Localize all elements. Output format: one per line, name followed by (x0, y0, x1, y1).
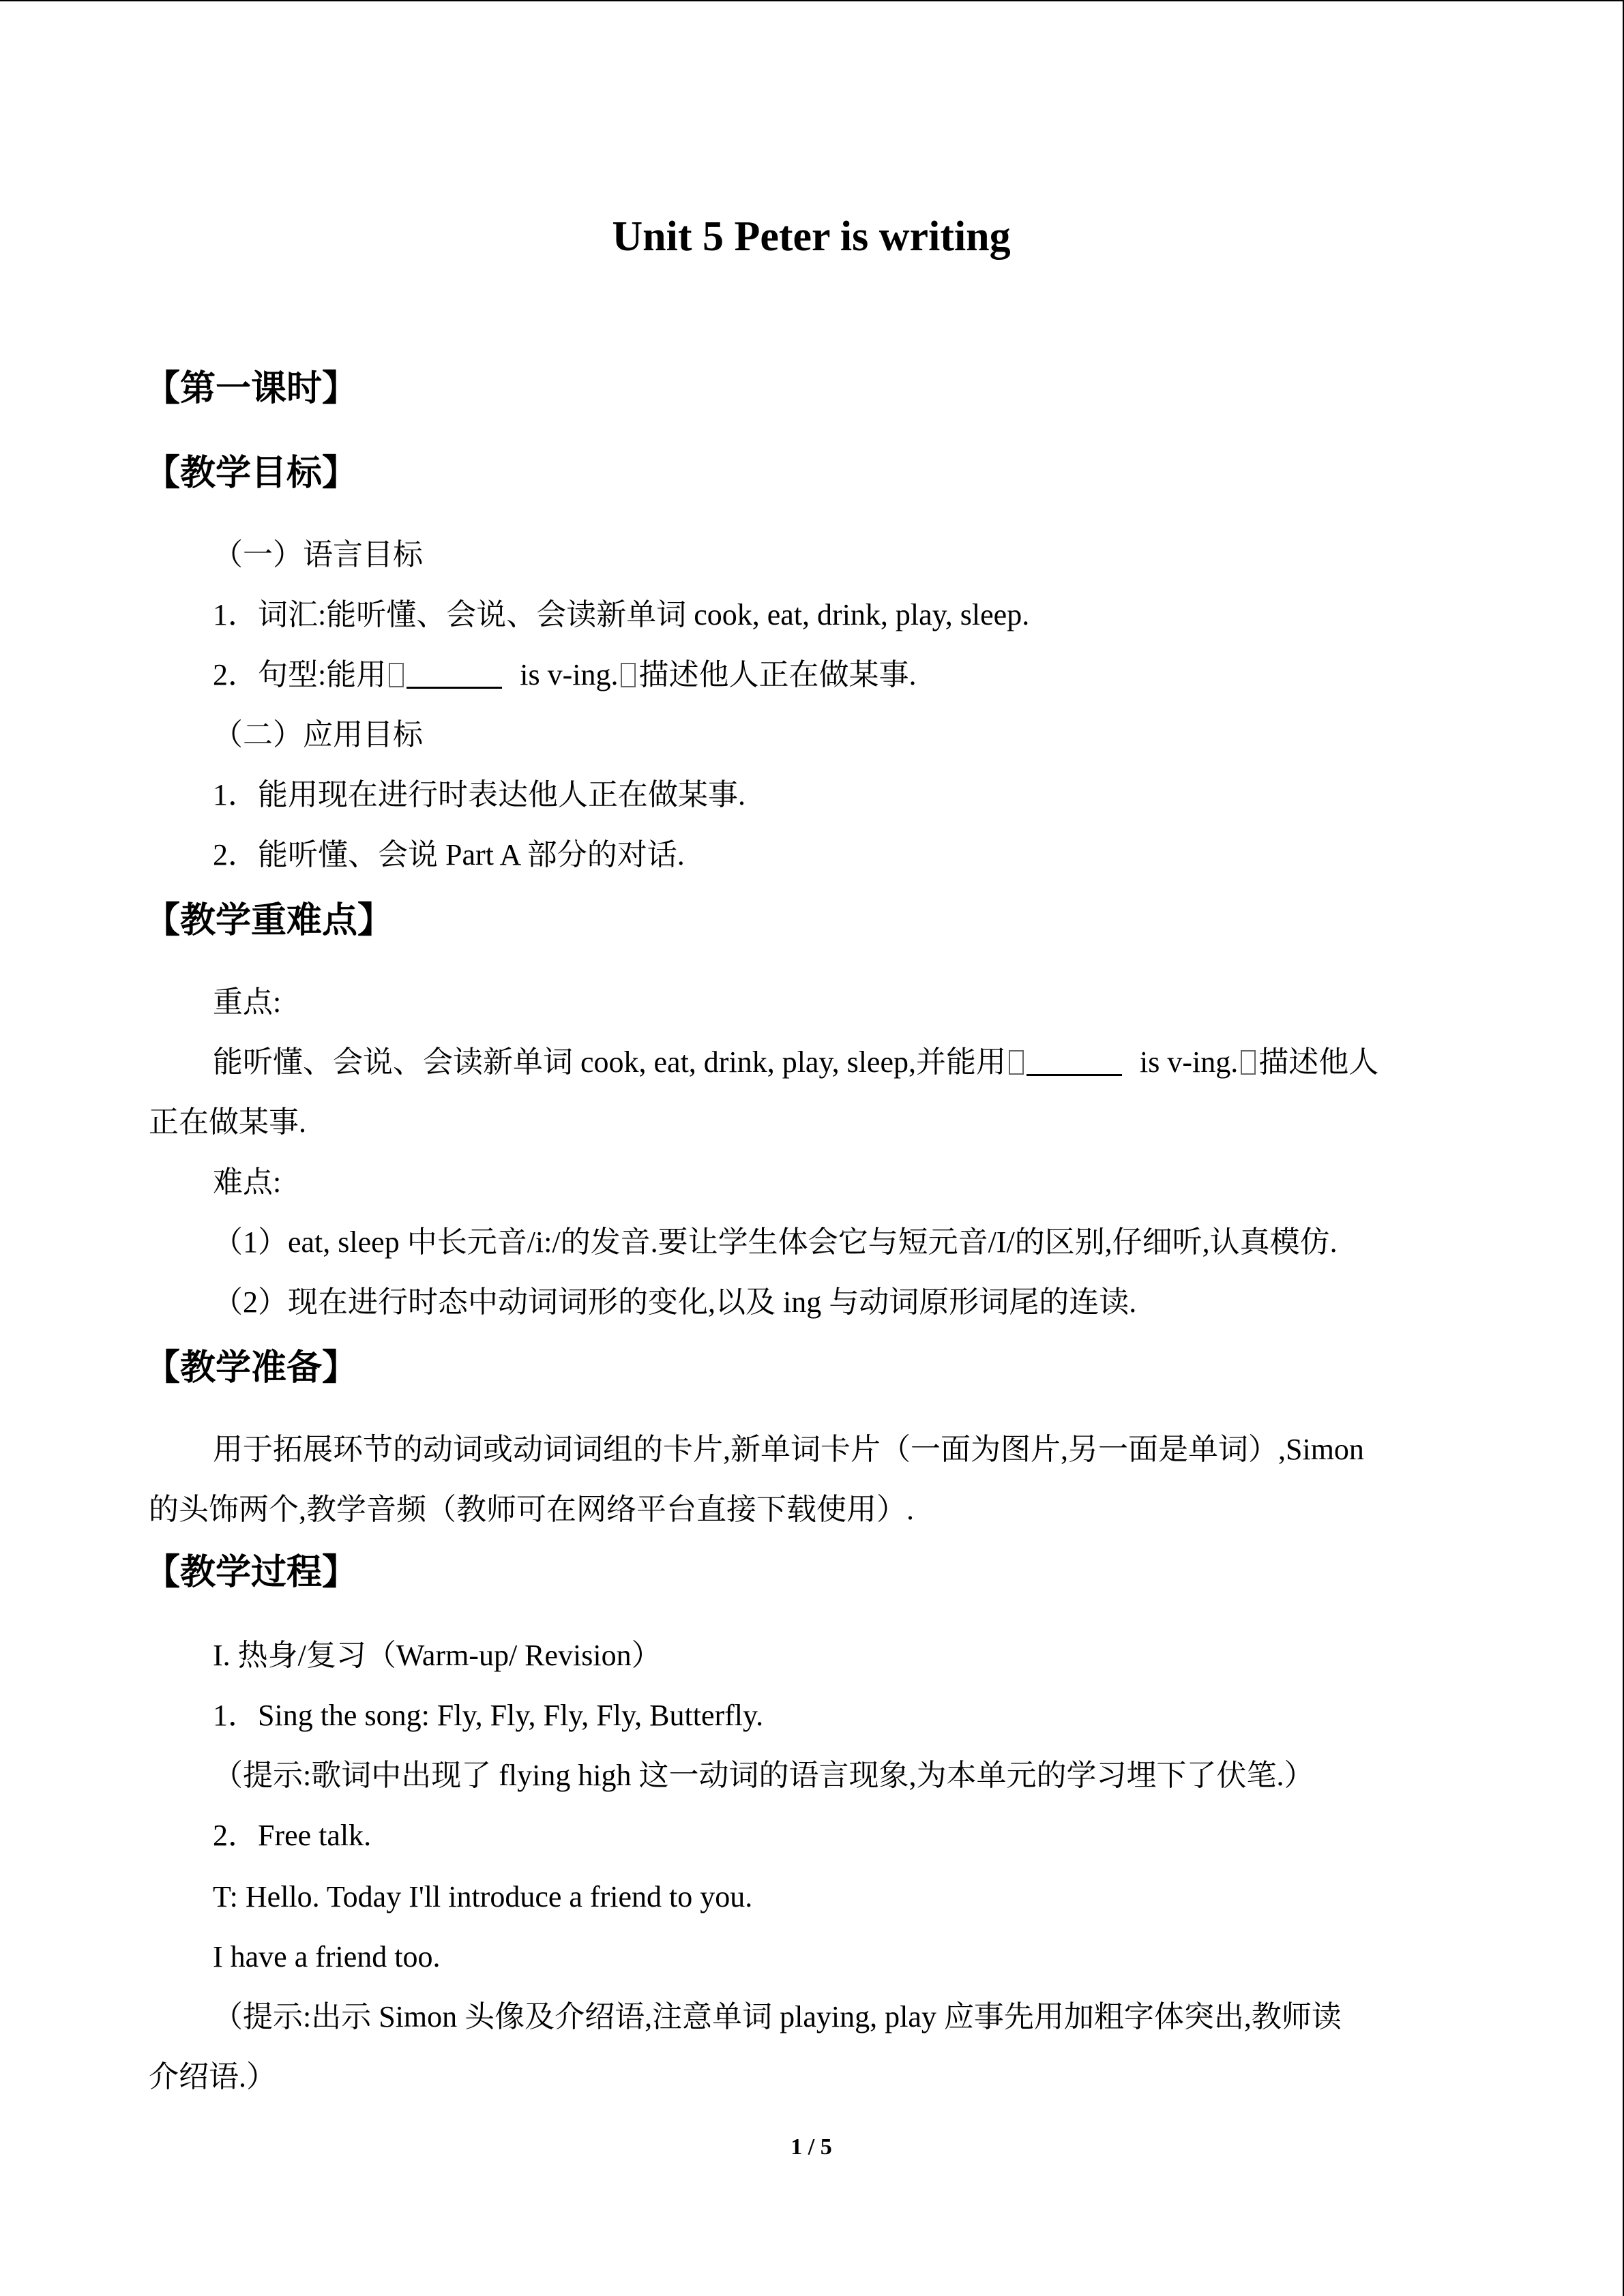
objectives-item2-pre: 2．句型:能用 (213, 658, 387, 691)
focus-label: 重点: (213, 985, 282, 1019)
objectives-sub1: （一）语言目标 (213, 538, 423, 571)
objectives-item2-end: 描述他人正在做某事. (638, 658, 917, 691)
focus-pre: 能听懂、会说、会读新单词 cook, eat, drink, play, sleep,并能用 (213, 1045, 1006, 1079)
objectives-item4: 2．能听懂、会说 Part A 部分的对话. (213, 838, 685, 871)
objectives-item2 (213, 656, 916, 694)
process-item2: 2．Free talk. (213, 1819, 372, 1852)
objectives-item1: 1．词汇:能听懂、会说、会读新单词 cook, eat, drink, play, sleep. (213, 598, 1030, 631)
fill-blank (407, 659, 502, 689)
process-tip2-line1: （提示:出示 Simon 头像及介绍语,注意单词 playing, play 应事先用加粗字体突出,教师读 (213, 2000, 1342, 2033)
preparation-line2: 的头饰两个,教学音频（教师可在网络平台直接下载使用）. (149, 1493, 914, 1526)
preparation-line1: 用于拓展环节的动词或动词词组的卡片,新单词卡片（一面为图片,另一面是单词）,Simon (213, 1433, 1364, 1466)
objectives-item3: 1．能用现在进行时表达他人正在做某事. (213, 778, 745, 811)
page-number: 1 / 5 (791, 2134, 832, 2160)
placeholder-box (1009, 1050, 1024, 1075)
objectives-sub2: （二）应用目标 (213, 718, 423, 751)
process-tip1: （提示:歌词中出现了 flying high 这一动词的语言现象,为本单元的学习埋下了伏笔.） (213, 1759, 1314, 1792)
placeholder-box (1241, 1050, 1256, 1075)
process-talk2: I have a friend too. (213, 1940, 441, 1973)
process-talk1: T: Hello. Today I'll introduce a friend to you. (213, 1880, 753, 1913)
heading-preparation: 【教学准备】 (145, 1347, 358, 1388)
placeholder-box (389, 663, 404, 687)
heading-key-points: 【教学重难点】 (145, 900, 394, 941)
focus-end: 描述他人 (1258, 1045, 1379, 1079)
focus-continuation: 正在做某事. (149, 1105, 306, 1139)
difficulty-2: （2）现在进行时态中动词词形的变化,以及 ing 与动词原形词尾的连读. (213, 1285, 1137, 1319)
heading-process: 【教学过程】 (145, 1552, 358, 1593)
process-step1: I. 热身/复习（Warm-up/ Revision） (213, 1639, 662, 1672)
placeholder-box (621, 663, 636, 687)
objectives-item2-post: is v-ing. (520, 658, 619, 691)
heading-objectives: 【教学目标】 (145, 453, 358, 494)
fill-blank (1027, 1047, 1122, 1076)
difficulty-1: （1）eat, sleep 中长元音/i:/的发音.要让学生体会它与短元音/I/的区别,仔细听,认真模仿. (213, 1225, 1338, 1259)
focus-text (213, 1043, 1378, 1082)
focus-mid: is v-ing. (1140, 1045, 1239, 1079)
document-title: Unit 5 Peter is writing (612, 213, 1011, 260)
heading-lesson: 【第一课时】 (145, 368, 358, 409)
process-tip2-line2: 介绍语.） (149, 2060, 276, 2093)
difficulty-label: 难点: (213, 1165, 282, 1199)
process-item1: 1．Sing the song: Fly, Fly, Fly, Fly, Butterfly. (213, 1699, 764, 1732)
